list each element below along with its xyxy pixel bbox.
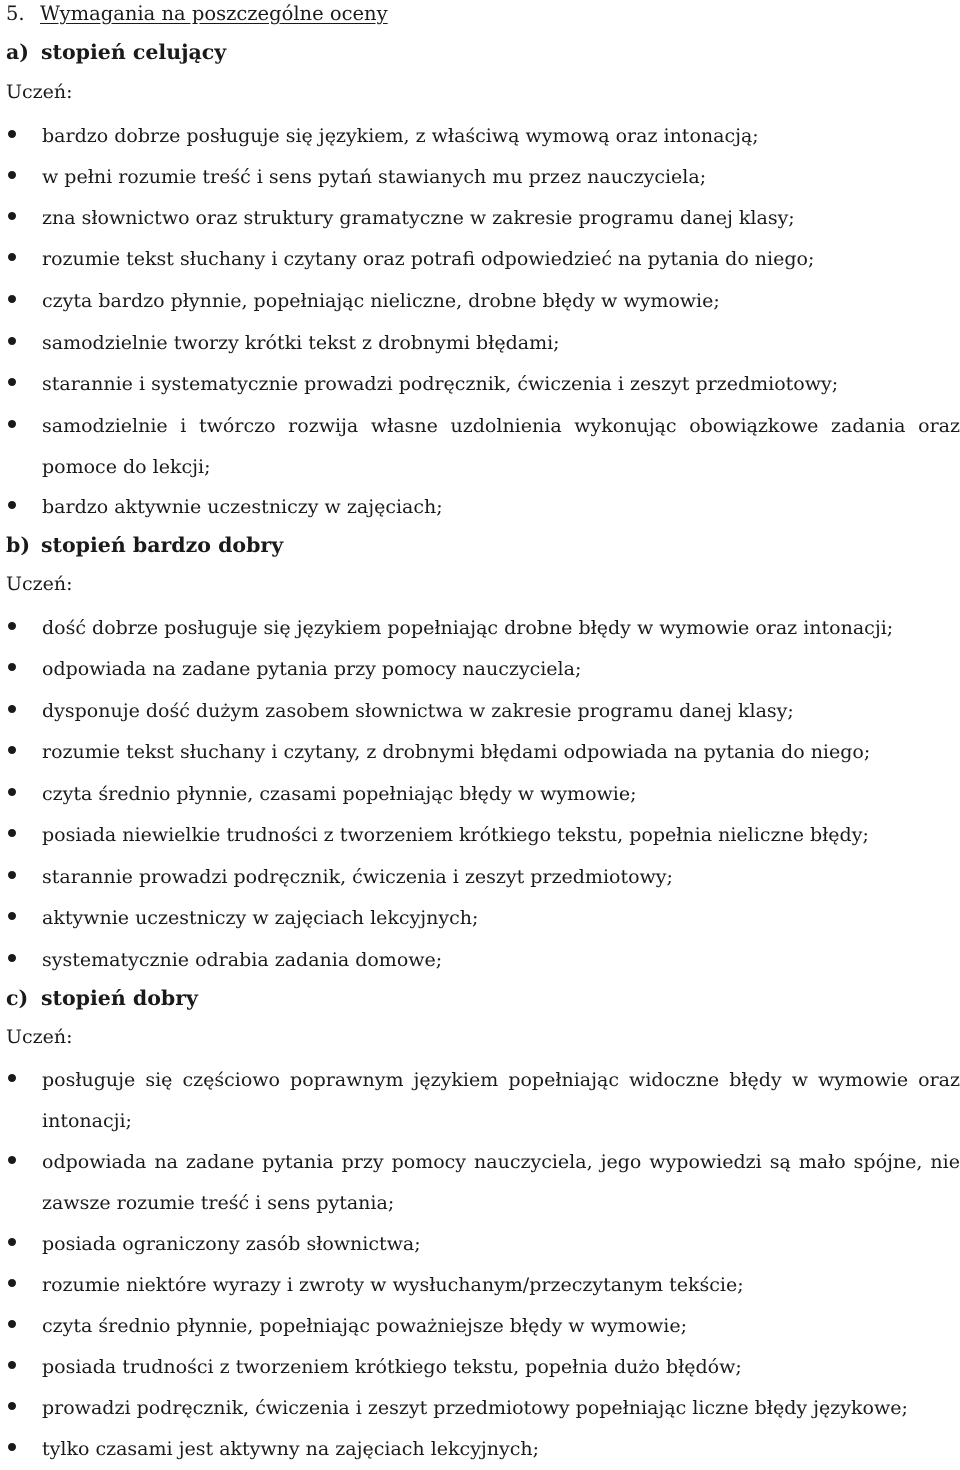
list-item-text: samodzielnie tworzy krótki tekst z drobnymi błędami; xyxy=(42,332,560,354)
bullet-icon xyxy=(8,788,16,796)
list-item-text: bardzo aktywnie uczestniczy w zajęciach; xyxy=(42,496,443,518)
bullet-icon xyxy=(8,912,16,920)
list-item-text: systematycznie odrabia zadania domowe; xyxy=(42,949,443,971)
section-title-text: stopień dobry xyxy=(41,986,198,1010)
bullet-icon xyxy=(8,705,16,713)
list-item-text: posiada trudności z tworzeniem krótkiego tekstu, popełnia dużo błędów; xyxy=(42,1356,742,1378)
list-item-text: starannie prowadzi podręcznik, ćwiczenia i zeszyt przedmiotowy; xyxy=(42,866,673,888)
list-item-text: starannie i systematycznie prowadzi podręcznik, ćwiczenia i zeszyt przedmiotowy; xyxy=(42,373,839,395)
section-title-text: stopień bardzo dobry xyxy=(41,533,284,557)
bullet-icon xyxy=(8,130,16,138)
bullet-icon xyxy=(8,746,16,754)
bullet-icon xyxy=(8,501,16,509)
section-heading xyxy=(6,0,388,28)
bullet-icon xyxy=(8,1320,16,1328)
list-item-text: bardzo dobrze posługuje się językiem, z właściwą wymową oraz intonacją; xyxy=(42,125,759,147)
section-letter: c) xyxy=(6,986,29,1010)
bullet-icon xyxy=(8,253,16,261)
bullet-icon xyxy=(8,1402,16,1410)
student-lead: Uczeń: xyxy=(6,81,73,103)
list-item-text: samodzielnie i twórczo rozwija własne uzdolnienia wykonując obowiązkowe zadania oraz pomoce do lekcji; xyxy=(42,415,960,478)
list-item-text: rozumie niektóre wyrazy i zwroty w wysłuchanym/przeczytanym tekście; xyxy=(42,1274,744,1296)
heading-title: Wymagania na poszczególne oceny xyxy=(40,2,388,25)
bullet-icon xyxy=(8,1238,16,1246)
list-item-text: posiada ograniczony zasób słownictwa; xyxy=(42,1233,421,1255)
list-item-text: rozumie tekst słuchany i czytany oraz potrafi odpowiedzieć na pytania do niego; xyxy=(42,248,815,270)
list-item-text: w pełni rozumie treść i sens pytań stawianych mu przez nauczyciela; xyxy=(42,166,707,188)
list-item-text: odpowiada na zadane pytania przy pomocy nauczyciela, jego wypowiedzi są mało spójne, nie zawsze rozumie treść i sens pytania; xyxy=(42,1151,960,1214)
list-item-text: posiada niewielkie trudności z tworzeniem krótkiego tekstu, popełnia nieliczne błędy; xyxy=(42,824,869,846)
bullet-icon xyxy=(8,1156,16,1164)
bullet-icon xyxy=(8,871,16,879)
grade-title-dobry xyxy=(6,983,198,1013)
list-item-text: rozumie tekst słuchany i czytany, z drobnymi błędami odpowiada na pytania do niego; xyxy=(42,741,871,763)
section-letter: b) xyxy=(6,533,31,557)
bullet-icon xyxy=(8,295,16,303)
bullet-icon xyxy=(8,829,16,837)
list-item-text: czyta średnio płynnie, popełniając poważniejsze błędy w wymowie; xyxy=(42,1315,687,1337)
section-letter: a) xyxy=(6,40,29,64)
list-item-text: prowadzi podręcznik, ćwiczenia i zeszyt przedmiotowy popełniając liczne błędy językowe; xyxy=(42,1397,908,1419)
section-title-text: stopień celujący xyxy=(41,40,227,64)
list-item-text: posługuje się częściowo poprawnym językiem popełniając widoczne błędy w wymowie oraz intonacji; xyxy=(42,1069,960,1132)
grade-title-bardzo-dobry xyxy=(6,530,283,560)
bullet-icon xyxy=(8,420,16,428)
bullet-icon xyxy=(8,1279,16,1287)
bullet-icon xyxy=(8,1443,16,1451)
list-item-text: dysponuje dość dużym zasobem słownictwa w zakresie programu danej klasy; xyxy=(42,700,794,722)
heading-number: 5. xyxy=(6,2,25,25)
bullet-icon xyxy=(8,378,16,386)
bullet-icon xyxy=(8,212,16,220)
list-item-text: odpowiada na zadane pytania przy pomocy nauczyciela; xyxy=(42,658,582,680)
bullet-icon xyxy=(8,1074,16,1082)
bullet-icon xyxy=(8,663,16,671)
list-item-text: czyta bardzo płynnie, popełniając nieliczne, drobne błędy w wymowie; xyxy=(42,290,720,312)
bullet-icon xyxy=(8,622,16,630)
bullet-icon xyxy=(8,171,16,179)
list-item-text: dość dobrze posługuje się językiem popełniając drobne błędy w wymowie oraz intonacji; xyxy=(42,617,894,639)
bullet-icon xyxy=(8,337,16,345)
list-item-text: czyta średnio płynnie, czasami popełniając błędy w wymowie; xyxy=(42,783,637,805)
list-item-text: tylko czasami jest aktywny na zajęciach lekcyjnych; xyxy=(42,1438,540,1460)
list-item-text: aktywnie uczestniczy w zajęciach lekcyjnych; xyxy=(42,907,479,929)
student-lead: Uczeń: xyxy=(6,573,73,595)
grade-title-celujacy xyxy=(6,37,226,67)
list-item-text: zna słownictwo oraz struktury gramatyczne w zakresie programu danej klasy; xyxy=(42,207,795,229)
bullet-icon xyxy=(8,954,16,962)
student-lead: Uczeń: xyxy=(6,1026,73,1048)
bullet-icon xyxy=(8,1361,16,1369)
